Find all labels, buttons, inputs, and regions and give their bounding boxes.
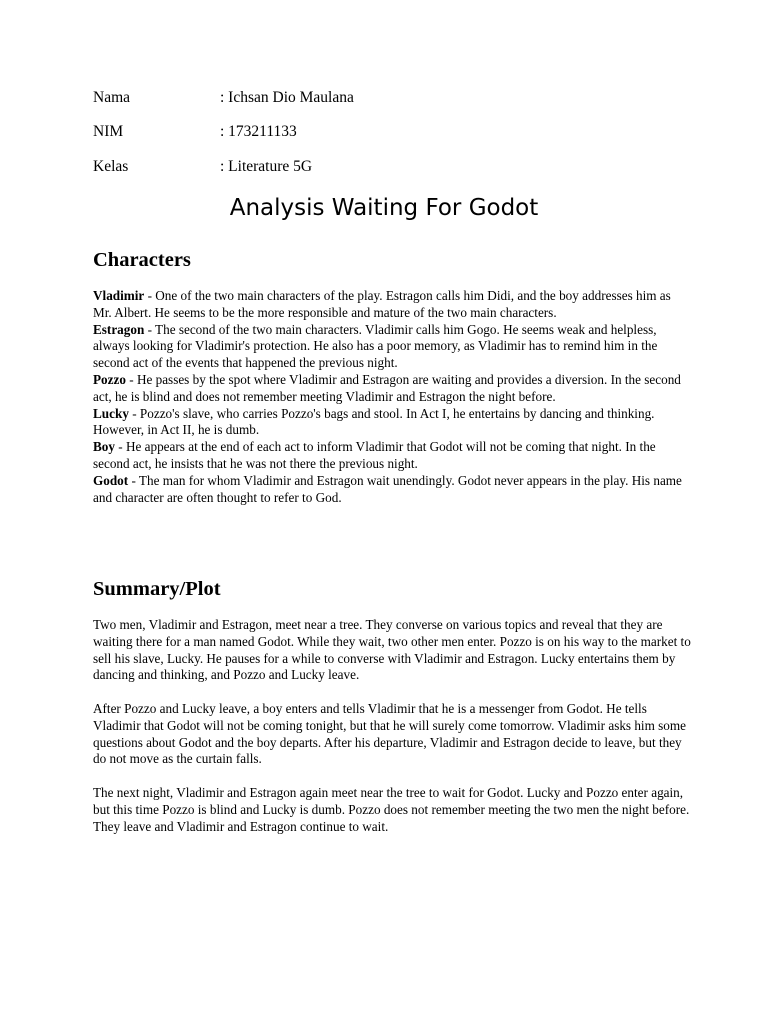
kelas-value: : Literature 5G bbox=[220, 158, 313, 175]
summary-paragraph: After Pozzo and Lucky leave, a boy enters and tells Vladimir that he is a messenger from Godot. He tells Vladimir that Godot will not be coming tonight, but that he will surely come tomorrow. Vladimir asks him some questions about Godot and the boy departs. After his departure, Vladimir and Estragon decide to leave, but they do not move as the curtain falls. bbox=[93, 700, 686, 767]
summary-body bbox=[93, 617, 691, 852]
document-title: Analysis Waiting For Godot bbox=[229, 195, 539, 221]
characters-list bbox=[93, 288, 691, 506]
character-entry bbox=[93, 372, 691, 406]
summary-paragraph: Two men, Vladimir and Estragon, meet near a tree. They converse on various topics and reveal that they are waiting there for a man named Godot. While they wait, two other men enter. Pozzo is on his way to the market to sell his slave, Lucky. He pauses for a while to converse with Vladimir and Estragon. Lucky entertains them by dancing and thinking, and Pozzo and Lucky leave. bbox=[93, 617, 691, 683]
nim-value: : 173211133 bbox=[220, 123, 297, 140]
character-name: Godot bbox=[93, 472, 129, 488]
character-name: Boy bbox=[93, 439, 115, 455]
summary-paragraph: The next night, Vladimir and Estragon again meet near the tree to wait for Godot. Lucky and Pozzo enter again, but this time Pozzo is blind and Lucky is dumb. Pozzo does not remember meeting the two men the night before. They leave and Vladimir and Estragon continue to wait. bbox=[93, 784, 690, 834]
character-entry bbox=[93, 473, 691, 507]
character-description: - One of the two main characters of the play. Estragon calls him Didi, and the boy addresses him as Mr. Albert. He seems to be the more responsible and mature of the two main characters. bbox=[93, 288, 671, 320]
character-name: Estragon bbox=[93, 321, 145, 337]
summary-heading: Summary/Plot bbox=[93, 578, 221, 600]
character-name: Pozzo bbox=[93, 371, 126, 387]
nama-label: Nama bbox=[93, 89, 131, 106]
character-description: - Pozzo's slave, who carries Pozzo's bags and stool. In Act I, he entertains by dancing and thinking. However, in Act II, he is dumb. bbox=[93, 405, 655, 438]
character-entry bbox=[93, 322, 691, 372]
character-description: - The second of the two main characters. Vladimir calls him Gogo. He seems weak and helpless, always looking for Vladimir's protection. He also has a poor memory, as Vladimir has to remind him in the second act of the events that happened the previous night. bbox=[93, 321, 658, 371]
kelas-label: Kelas bbox=[93, 158, 129, 175]
character-description: - The man for whom Vladimir and Estragon wait unendingly. Godot never appears in the play. His name and character are often thought to refer to God. bbox=[93, 472, 682, 505]
character-description: - He appears at the end of each act to inform Vladimir that Godot will not be coming that night. In the second act, he insists that he was not there the previous night. bbox=[93, 439, 656, 471]
nama-value: : Ichsan Dio Maulana bbox=[220, 89, 354, 106]
character-entry bbox=[93, 288, 691, 322]
characters-heading: Characters bbox=[93, 249, 191, 271]
character-entry bbox=[93, 439, 691, 473]
character-description: - He passes by the spot where Vladimir and Estragon are waiting and provides a diversion. In the second act, he is blind and does not remember meeting Vladimir and Estragon the night before. bbox=[93, 371, 681, 404]
character-name: Lucky bbox=[93, 405, 129, 421]
character-entry bbox=[93, 406, 691, 440]
character-name: Vladimir bbox=[93, 288, 145, 303]
nim-label: NIM bbox=[93, 123, 124, 140]
